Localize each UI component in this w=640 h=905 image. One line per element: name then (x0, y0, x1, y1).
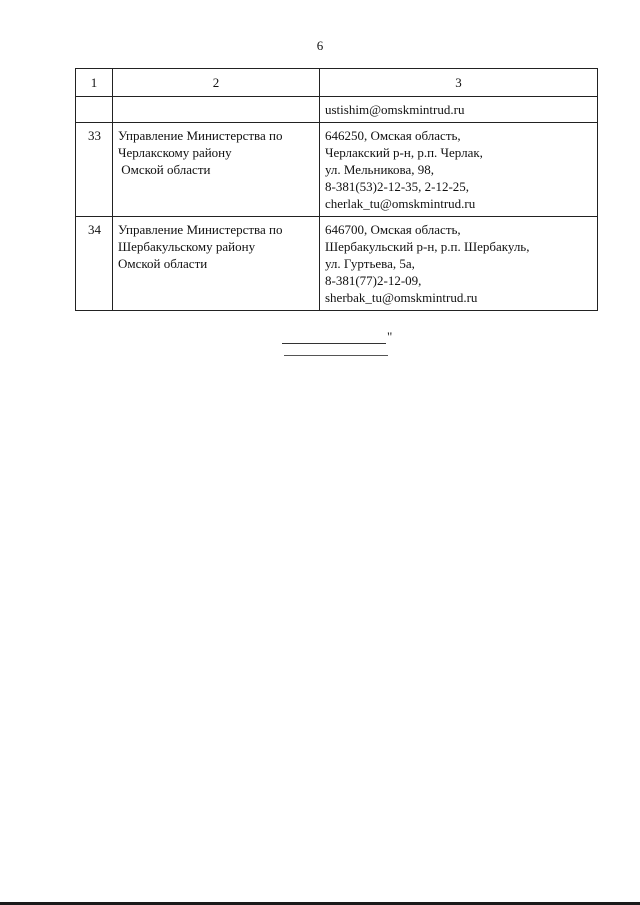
contact-postal-code: 646700, Омская область, (325, 222, 461, 237)
end-divider-line (282, 343, 386, 344)
contact-postal-code: 646250, Омская область, (325, 128, 461, 143)
contact-street: ул. Гуртьева, 5а, (325, 256, 415, 271)
table-header-row (76, 69, 598, 97)
row-number-cell: 34 (76, 217, 113, 311)
row-name-cell (113, 97, 320, 123)
contact-phone: 8-381(77)2-12-09, (325, 273, 422, 288)
column-header-name: 2 (113, 69, 320, 97)
row-contacts-cell (320, 217, 598, 311)
table-row (76, 217, 598, 311)
contact-locality: Черлакский р-н, р.п. Черлак, (325, 145, 483, 160)
organization-name-line: Управление Министерства по (118, 222, 283, 237)
page-number: 6 (316, 38, 324, 53)
contact-street: ул. Мельникова, 98, (325, 162, 435, 177)
closing-quote: " (387, 329, 393, 344)
end-divider-line (284, 355, 388, 356)
row-contacts-cell (320, 123, 598, 217)
table-row-continuation (76, 97, 598, 123)
organization-name-line: Омской области (118, 256, 208, 271)
table-row (76, 123, 598, 217)
column-header-contacts: 3 (320, 69, 598, 97)
organization-name-line: Управление Министерства по (118, 128, 283, 143)
contact-locality: Шербакульский р-н, р.п. Шербакуль, (325, 239, 530, 254)
row-contacts-cell (320, 97, 598, 123)
row-name-cell (113, 217, 320, 311)
organization-name-line: Черлакскому району (118, 145, 232, 160)
contact-email: sherbak_tu@omskmintrud.ru (325, 290, 478, 305)
organization-name-line: Шербакульскому району (118, 239, 256, 254)
contact-phone: 8-381(53)2-12-35, 2-12-25, (325, 179, 470, 194)
directory-table (75, 68, 598, 311)
column-header-number: 1 (76, 69, 113, 97)
contact-email: cherlak_tu@omskmintrud.ru (325, 196, 476, 211)
contact-email: ustishim@omskmintrud.ru (325, 102, 465, 117)
row-name-cell (113, 123, 320, 217)
row-number-cell: 33 (76, 123, 113, 217)
row-number-cell (76, 97, 113, 123)
organization-name-line: Омской области (118, 162, 211, 177)
